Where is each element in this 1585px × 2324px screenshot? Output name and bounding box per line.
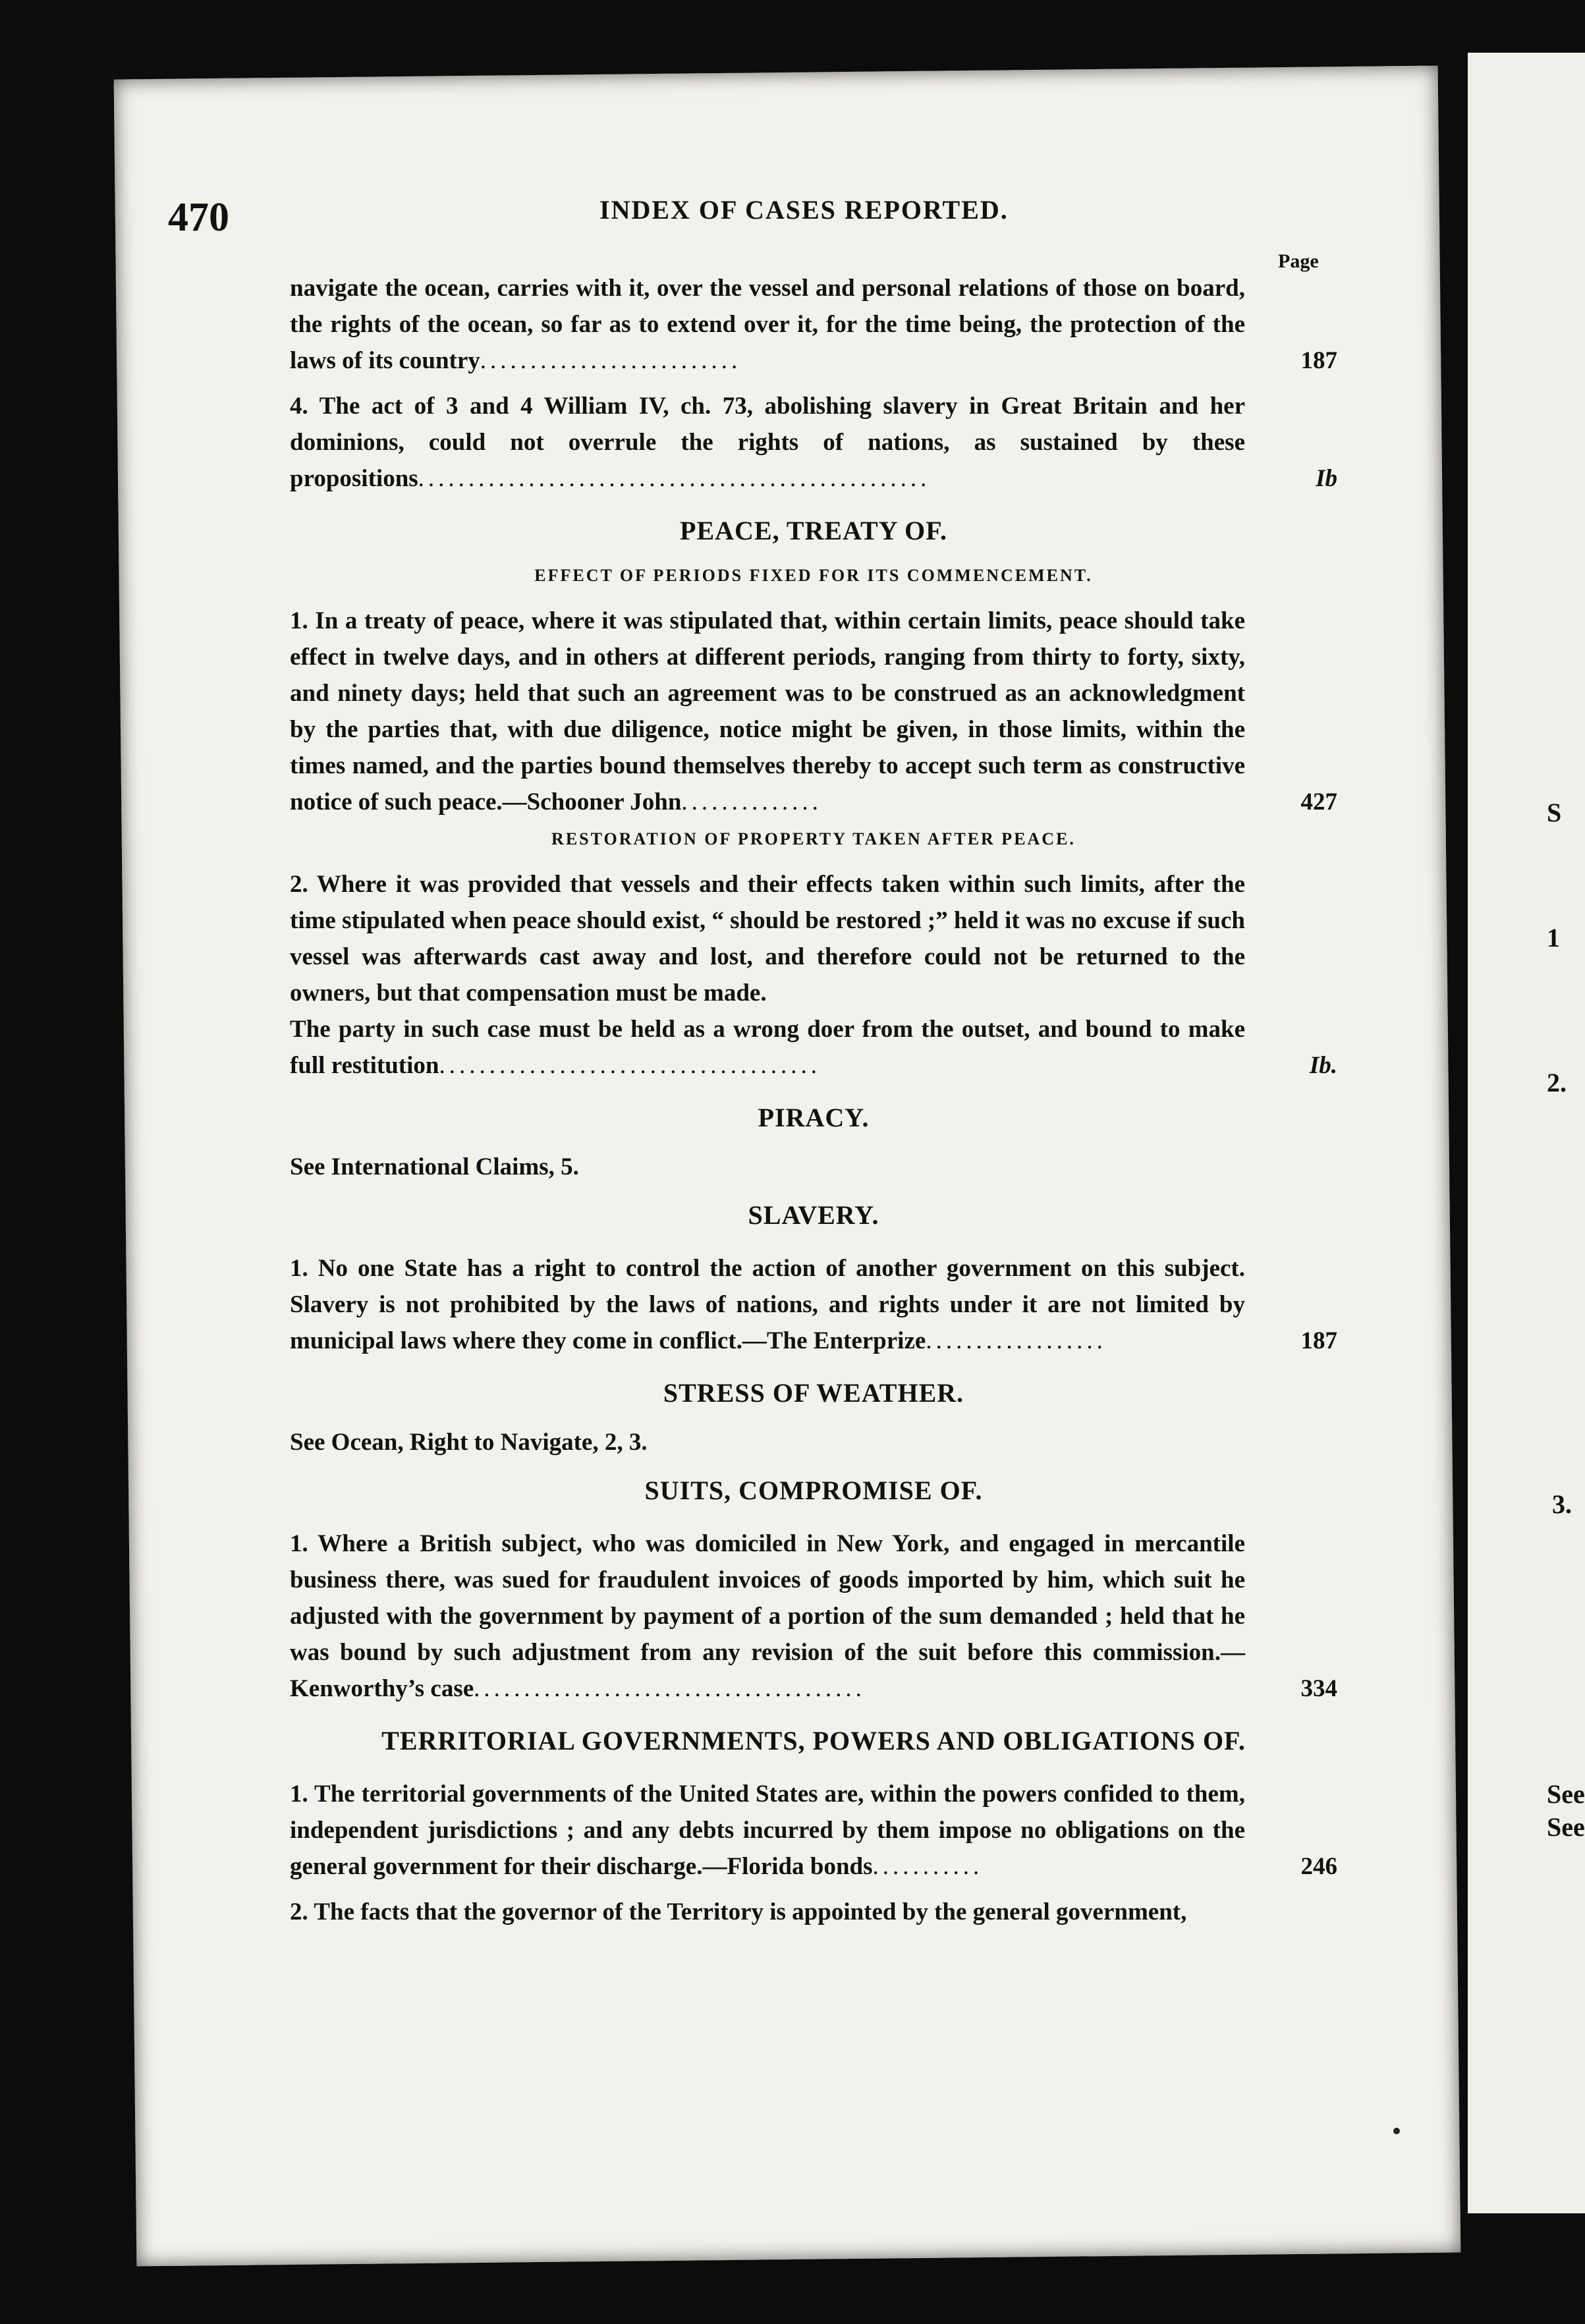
index-entry bbox=[290, 866, 1337, 1011]
entry-text: The party in such case must be held as a wrong doer from the outset, and bound to make full restitution bbox=[290, 1016, 1245, 1079]
facing-page-text: 1 bbox=[1547, 923, 1560, 953]
section-heading-stress-of-weather: STRESS OF WEATHER. bbox=[663, 1378, 964, 1408]
dot-leader: ...................................... bbox=[439, 1052, 821, 1079]
entry-text: 1. The territorial governments of the United States are, within the powers confided to them, independent jurisdictions ; and any debts incurred by them impose no obligations on the general government for their discharge.—Florida bonds bbox=[290, 1781, 1245, 1880]
section-heading-piracy: PIRACY. bbox=[758, 1103, 870, 1132]
dot-leader: ....................................... bbox=[474, 1675, 866, 1702]
section-heading-territorial: TERRITORIAL GOVERNMENTS, POWERS AND OBLIGATIONS OF. bbox=[381, 1726, 1246, 1756]
index-entry bbox=[290, 1526, 1337, 1707]
entry-text: 2. The facts that the governor of the Territory is appointed by the general government, bbox=[290, 1898, 1187, 1925]
entry-text: 4. The act of 3 and 4 William IV, ch. 73, abolishing slavery in Great Britain and her dominions, could not overrule the rights of nations, as sustained by these propositions bbox=[290, 393, 1245, 492]
index-content bbox=[290, 270, 1337, 1939]
page-number: 470 bbox=[168, 195, 229, 240]
page-reference: 334 bbox=[1300, 1675, 1337, 1702]
entry-text: 1. Where a British subject, who was domiciled in New York, and engaged in mercantile business there, was sued for fraudulent invoices of goods imported by him, which suit he adjusted with the government by payment of a portion of the sum demanded ; held that he was bound by such adjustment from any revision of the suit before this commission.—Kenworthy’s case bbox=[290, 1530, 1245, 1702]
running-head: INDEX OF CASES REPORTED. bbox=[599, 195, 1009, 225]
section-heading-suits: SUITS, COMPROMISE OF. bbox=[644, 1476, 983, 1505]
page-reference: Ib. bbox=[1309, 1052, 1337, 1079]
section-heading-slavery: SLAVERY. bbox=[748, 1200, 879, 1230]
index-entry-continuation bbox=[290, 1011, 1337, 1084]
dot-leader: .................. bbox=[926, 1327, 1107, 1354]
dot-leader: .............. bbox=[681, 788, 822, 816]
entry-text: 1. In a treaty of peace, where it was stipulated that, within certain limits, peace should take effect in twelve days, and in others at different periods, ranging from thirty to forty, sixty, and ninety days; held that such an agreement was to be construed as an acknowledgment by the parties that, with due diligence, notice might be given, in those limits, within the times named, and the parties bound themselves thereby to accept such term as constructive notice of such peace.—Schooner John bbox=[290, 607, 1245, 816]
cross-reference: See International Claims, 5. bbox=[290, 1153, 579, 1180]
dot-leader: ........... bbox=[872, 1853, 984, 1880]
print-speck bbox=[1393, 2128, 1400, 2134]
page-reference: 246 bbox=[1300, 1853, 1337, 1880]
page-reference: 187 bbox=[1300, 1327, 1337, 1354]
subheading-effect-of-periods: EFFECT OF PERIODS FIXED FOR ITS COMMENCEMENT. bbox=[534, 566, 1093, 585]
facing-page-text: 2. bbox=[1547, 1068, 1567, 1097]
facing-page-text: S bbox=[1547, 798, 1562, 827]
page-reference: 187 bbox=[1300, 347, 1337, 374]
section-heading-peace: PEACE, TREATY OF. bbox=[680, 516, 947, 545]
index-entry bbox=[290, 1250, 1337, 1359]
index-entry bbox=[290, 1776, 1337, 1885]
index-entry bbox=[290, 603, 1337, 820]
entry-text: navigate the ocean, carries with it, over the vessel and personal relations of those on board, the rights of the ocean, so far as to extend over it, for the time being, the protection of the laws of its country bbox=[290, 275, 1245, 374]
page-column-label: Page bbox=[1278, 250, 1319, 272]
cross-reference: See Ocean, Right to Navigate, 2, 3. bbox=[290, 1429, 648, 1456]
facing-page-text: See bbox=[1547, 1779, 1585, 1809]
dot-leader: .......................... bbox=[480, 347, 742, 374]
entry-text: 2. Where it was provided that vessels and their effects taken within such limits, after the time stipulated when peace should exist, “ should be restored ;” held it was no excuse if such vessel was afterwards cast away and lost, and therefore could not be returned to the owners, but that compensation must be made. bbox=[290, 871, 1245, 1007]
index-entry bbox=[290, 388, 1337, 497]
page-reference: 427 bbox=[1300, 788, 1337, 816]
subheading-restoration-of-property: RESTORATION OF PROPERTY TAKEN AFTER PEACE. bbox=[551, 829, 1076, 848]
page-reference: Ib bbox=[1316, 465, 1337, 492]
facing-page-text: 3. bbox=[1552, 1489, 1572, 1519]
dot-leader: ................................................... bbox=[418, 465, 931, 492]
facing-page-fragment bbox=[1468, 53, 1585, 2213]
facing-page-text: See bbox=[1547, 1812, 1585, 1842]
index-entry bbox=[290, 270, 1337, 379]
index-entry bbox=[290, 1894, 1337, 1930]
entry-text: 1. No one State has a right to control the action of another government on this subject. Slavery is not prohibited by the laws of nations, and rights under it are not limited by municipal laws where they come in conflict.—The Enterprize bbox=[290, 1255, 1245, 1354]
